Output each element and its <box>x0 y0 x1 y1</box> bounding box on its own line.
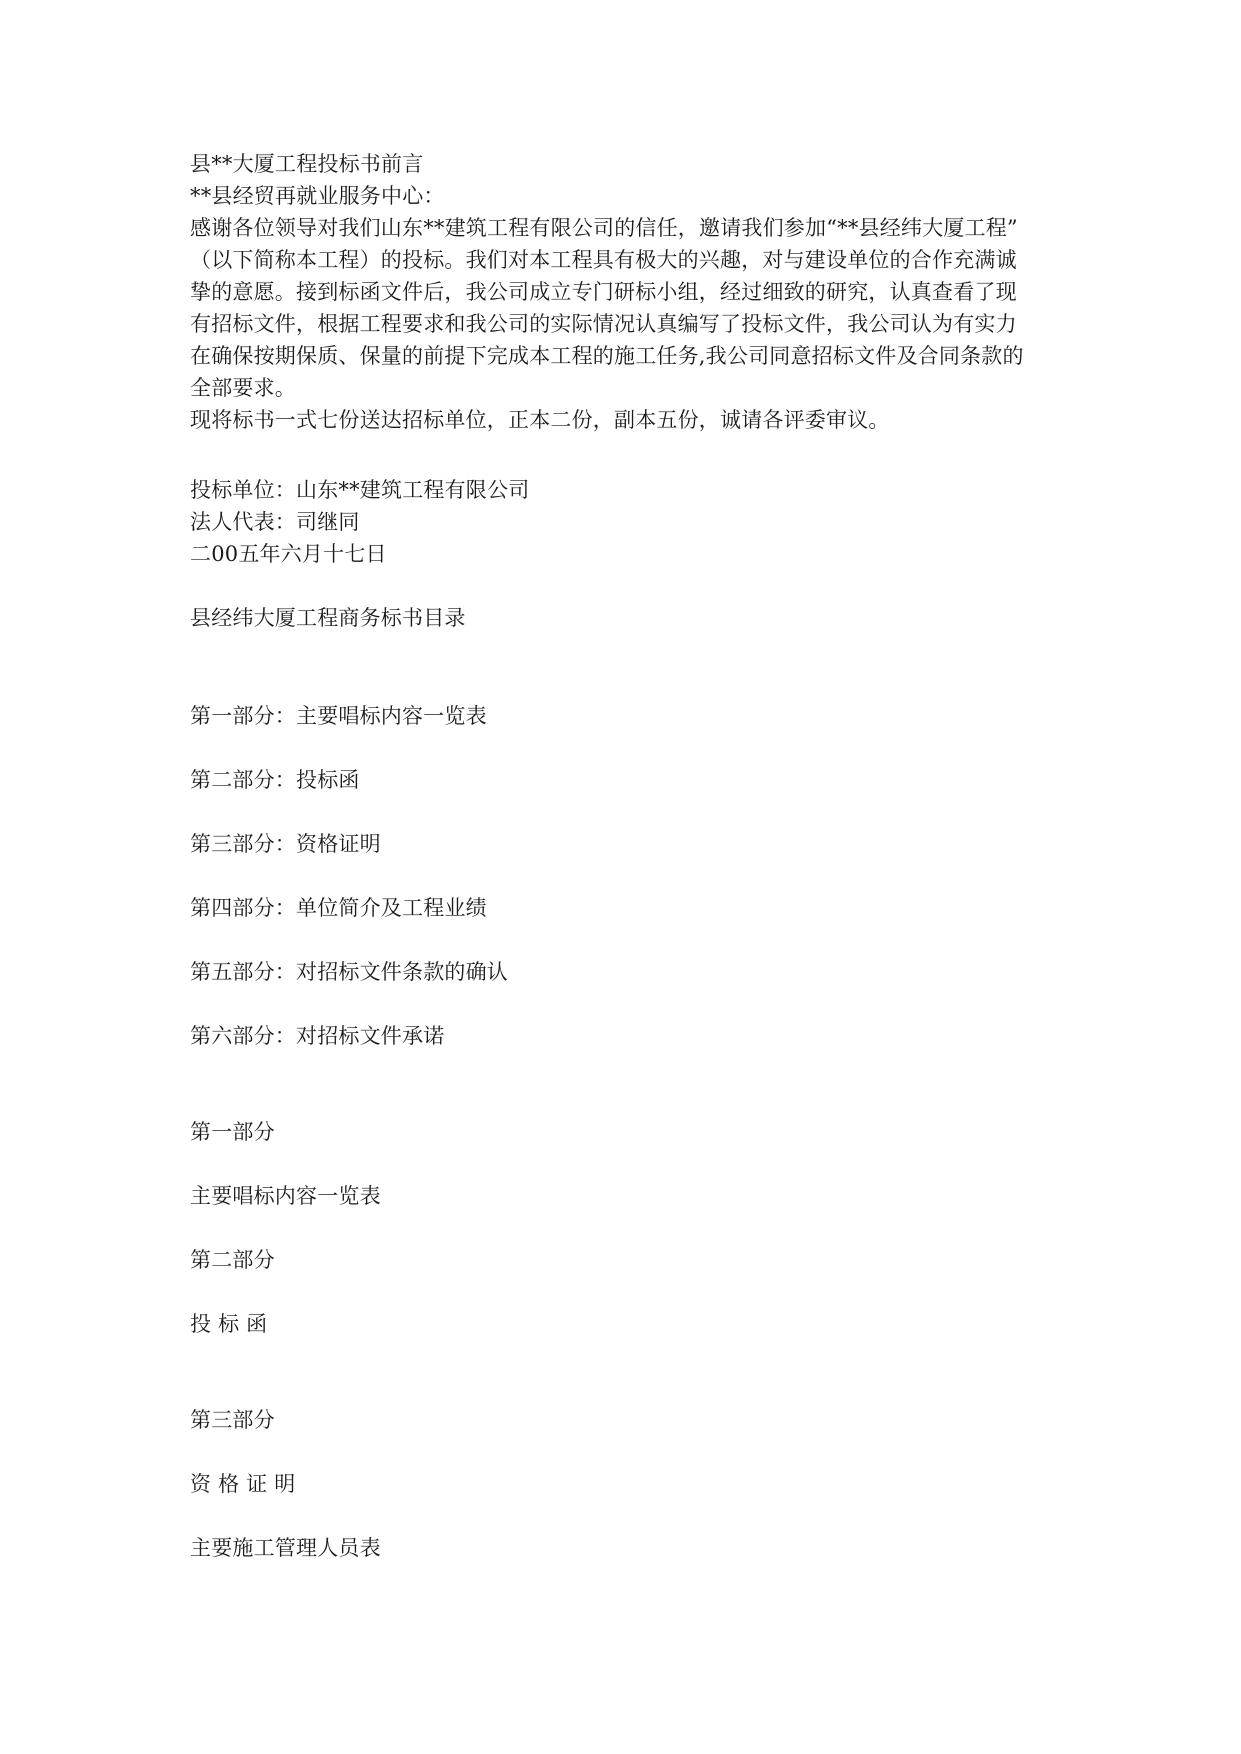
submission-line: 现将标书一式七份送达招标单位，正本二份，副本五份，诚请各评委审议。 <box>190 408 890 432</box>
toc-item: 第三部分：资格证明 <box>190 832 381 856</box>
addressee: **县经贸再就业服务中心： <box>190 184 445 208</box>
section-title: 投 标 函 <box>190 1312 268 1336</box>
bidder-line: 投标单位：山东**建筑工程有限公司 <box>190 478 530 502</box>
toc-item: 第五部分：对招标文件条款的确认 <box>190 960 508 984</box>
section-part-label: 第一部分 <box>190 1120 275 1144</box>
toc-item: 第一部分：主要唱标内容一览表 <box>190 704 487 728</box>
toc-title: 县经纬大厦工程商务标书目录 <box>190 606 466 630</box>
section-title: 资 格 证 明 <box>190 1472 296 1496</box>
section-subtitle: 主要施工管理人员表 <box>190 1536 381 1560</box>
section-title: 主要唱标内容一览表 <box>190 1184 381 1208</box>
toc-item: 第六部分：对招标文件承诺 <box>190 1024 445 1048</box>
toc-item: 第四部分：单位简介及工程业绩 <box>190 896 487 920</box>
legal-rep-line: 法人代表：司继同 <box>190 510 360 534</box>
body-line: 在确保按期保质、保量的前提下完成本工程的施工任务,我公司同意招标文件及合同条款的 <box>190 344 1024 368</box>
body-line: 有招标文件，根据工程要求和我公司的实际情况认真编写了投标文件，我公司认为有实力 <box>190 312 1017 336</box>
body-line: 感谢各位领导对我们山东**建筑工程有限公司的信任，邀请我们参加“**县经纬大厦工程” <box>190 216 1018 240</box>
preface-title: 县**大厦工程投标书前言 <box>190 152 424 176</box>
toc-item: 第二部分：投标函 <box>190 768 360 792</box>
date-line: 二00五年六月十七日 <box>190 542 387 566</box>
section-part-label: 第三部分 <box>190 1408 275 1432</box>
body-line: （以下简称本工程）的投标。我们对本工程具有极大的兴趣，对与建设单位的合作充满诚 <box>190 248 1017 272</box>
section-part-label: 第二部分 <box>190 1248 275 1272</box>
body-line: 挚的意愿。接到标函文件后，我公司成立专门研标小组，经过细致的研究，认真查看了现 <box>190 280 1017 304</box>
body-line: 全部要求。 <box>190 376 296 400</box>
